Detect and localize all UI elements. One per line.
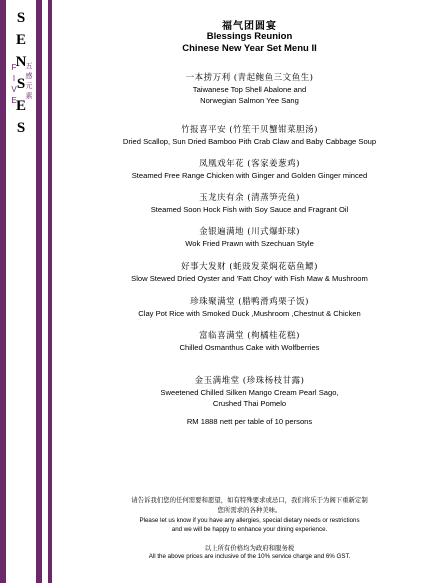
purple-stripe (48, 0, 52, 583)
five-letter: E (11, 96, 17, 105)
dish-chinese: 玉龙庆有余 (清蒸笋壳鱼) (199, 193, 300, 203)
brand-chinese-char: 五 (25, 63, 33, 70)
dish-chinese: 富临喜满堂 (枸橘桂花糕) (199, 331, 300, 341)
dish-english: Wok Fried Prawn with Szechuan Style (185, 239, 314, 248)
five-letter: F (11, 63, 17, 72)
dish-chinese: 凤凰戏年花 (客家姜葱鸡) (199, 159, 300, 169)
menu-content (60, 0, 439, 583)
set-price: RM 1888 nett per table of 10 persons (186, 417, 313, 426)
brand-letter: N (15, 54, 27, 70)
menu-item (60, 124, 439, 147)
dish-english: Dried Scallop, Sun Dried Bamboo Pith Crab Claw and Baby Cabbage Soup (122, 137, 377, 146)
dish-english: Steamed Free Range Chicken with Ginger and Golden Ginger minced (131, 171, 368, 180)
brand-five (8, 62, 20, 106)
dish-chinese: 金银遍满地 (川式爆虾球) (199, 227, 300, 237)
brand-chinese-char: 素 (25, 93, 33, 100)
brand-letter: S (16, 120, 26, 136)
menu-subtitle: Chinese New Year Set Menu II (182, 43, 317, 54)
dish-chinese: 一本捞万利 (青起鲍鱼三文鱼生) (185, 73, 314, 83)
dish-chinese: 好事大发财 (蚝豉发菜焖花菇鱼鳔) (181, 262, 318, 272)
brand-chinese (24, 62, 34, 102)
five-letter: V (11, 85, 17, 94)
allergy-note: Please let us know if you have any allergies, special dietary needs or restrictions (139, 517, 360, 524)
brand-chinese-char: 元 (25, 83, 33, 90)
dish-chinese: 竹报喜平安 (竹笙干贝蟹钳菜胆汤) (181, 125, 318, 135)
menu-item (60, 226, 439, 249)
dish-english: Slow Stewed Dried Oyster and 'Fatt Choy' with Fish Maw & Mushroom (131, 274, 368, 283)
allergy-note-chinese: 请告诉我们您的任何需要和愿望，如有特殊要求或忌口，我们将乐于为阁下重新定制 (131, 496, 368, 504)
tax-note: All the above prices are inclusive of the 10% service charge and 6% GST. (148, 553, 351, 560)
allergy-note-chinese: 您所需求的各种美味。 (217, 506, 282, 514)
dish-english: Steamed Soon Hock Fish with Soy Sauce and Fragrant Oil (150, 205, 349, 214)
dish-english: Norwegian Salmon Yee Sang (200, 96, 299, 105)
menu-title-chinese: 福气团圆宴 (222, 21, 277, 32)
menu-item (60, 330, 439, 353)
brand-letter: S (16, 76, 26, 92)
brand-letter: E (15, 32, 26, 48)
brand-logo (6, 118, 36, 139)
dish-english: Crushed Thai Pomelo (212, 399, 287, 408)
brand-letter: E (15, 98, 26, 114)
five-letter: I (12, 74, 16, 83)
dish-chinese: 珍珠聚满堂 (腊鸭滑鸡栗子饭) (190, 297, 309, 307)
brand-logo (6, 30, 36, 51)
menu-item (60, 296, 439, 319)
brand-rail (0, 0, 60, 583)
allergy-note: and we will be happy to enhance your dining experience. (171, 526, 328, 533)
dish-english: Taiwanese Top Shell Abalone and (192, 85, 307, 94)
menu-title: Blessings Reunion (206, 31, 293, 42)
tax-note-chinese: 以上所有价格均为政府和服务税 (204, 544, 295, 552)
brand-letter: S (16, 10, 26, 26)
purple-stripe (36, 0, 42, 583)
menu-item (60, 375, 439, 409)
brand-chinese-char: 感 (25, 73, 33, 80)
dish-english: Sweetened Chilled Silken Mango Cream Pearl Sago, (160, 388, 339, 397)
brand-logo (6, 8, 36, 29)
menu-item (60, 158, 439, 181)
menu-item (60, 72, 439, 106)
menu-item (60, 261, 439, 284)
dish-english: Chilled Osmanthus Cake with Wolfberries (179, 343, 320, 352)
dish-english: Clay Pot Rice with Smoked Duck ,Mushroom ,Chestnut & Chicken (138, 309, 361, 318)
menu-item (60, 192, 439, 215)
dish-chinese: 金玉满堆堂 (珍珠杨枝甘露) (194, 376, 305, 386)
